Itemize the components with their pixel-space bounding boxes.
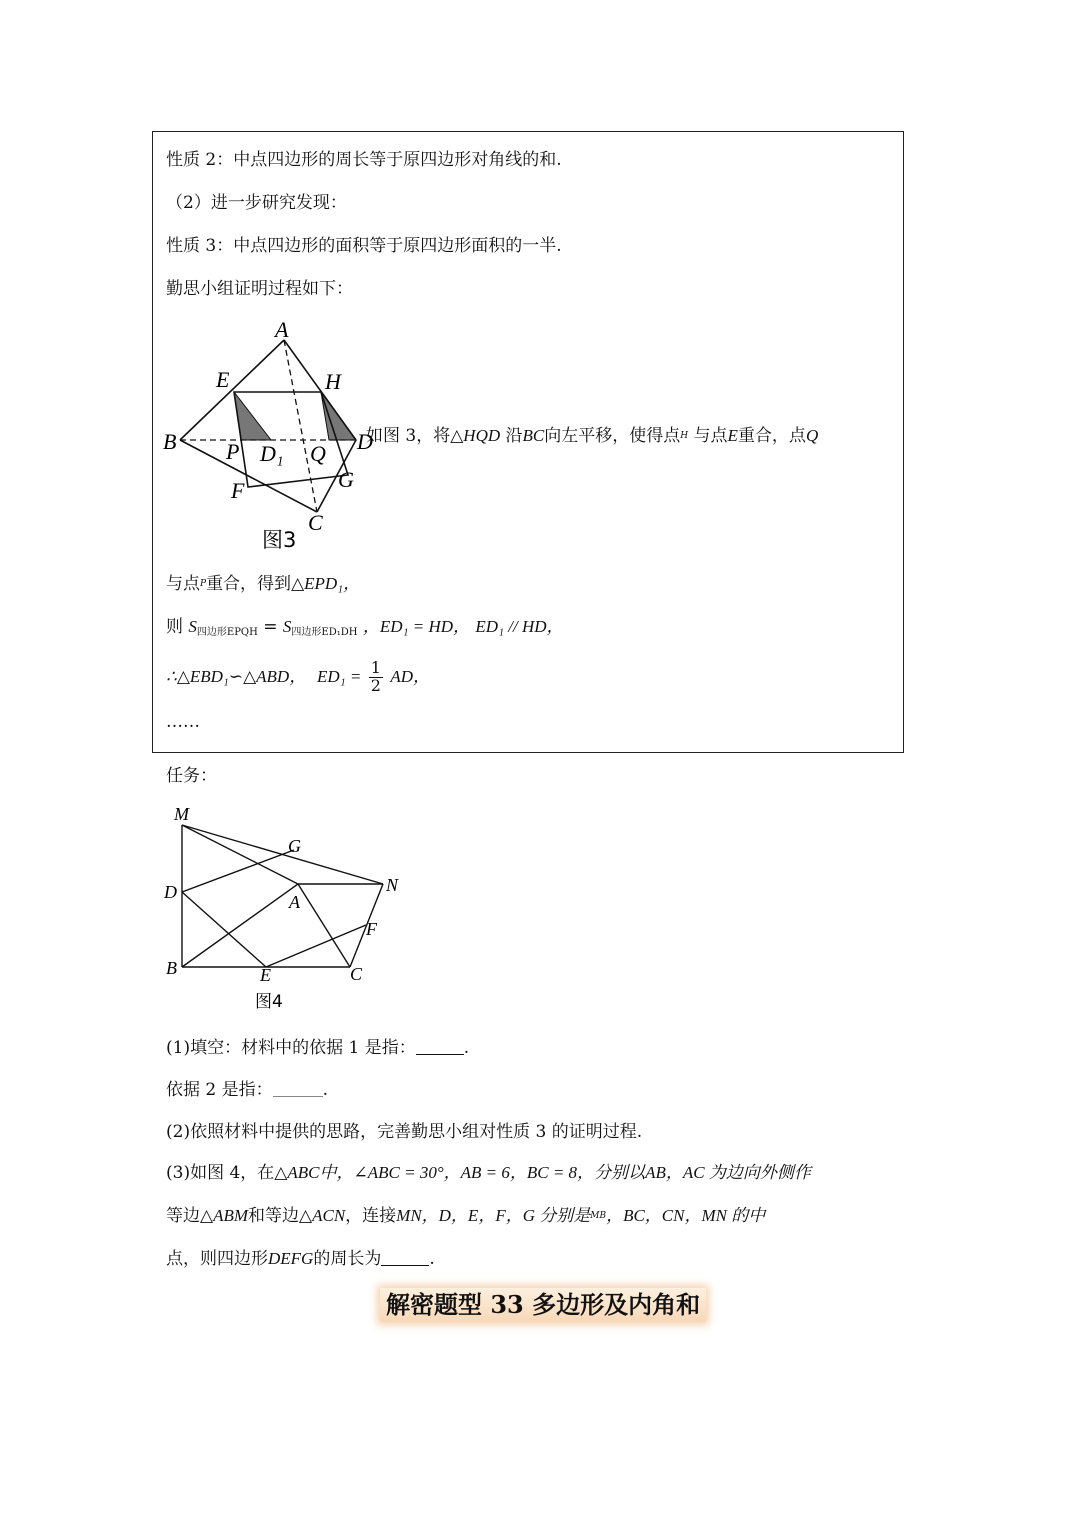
coincide-text: 与点P重合，得到△EPD₁， <box>166 574 361 594</box>
label-E: E <box>260 965 271 985</box>
answer-blank-2[interactable] <box>273 1082 323 1097</box>
label-B: B <box>166 958 177 978</box>
further-study-text: （2）进一步研究发现： <box>166 193 347 213</box>
section-banner: 解密题型 33 多边形及内角和 <box>380 1288 706 1322</box>
label-C: C <box>350 964 363 984</box>
half-fraction: $\frac{1}{2}$ <box>370 658 381 695</box>
area-equality-text: 则 $S_{四边形EPQH} = S_{四边形ED_1DH}$ ，ED₁ = HD， ED₁ // HD， <box>166 617 564 638</box>
figure-3 <box>160 315 400 560</box>
label-N: N <box>386 875 399 895</box>
proof-intro-text: 勤思小组证明过程如下： <box>166 279 353 299</box>
figure-4 <box>160 800 420 1020</box>
property-2-text: 性质 2：中点四边形的周长等于原四边形对角线的和. <box>166 150 562 170</box>
answer-blank-1[interactable] <box>416 1040 464 1055</box>
question-3-line-3: 点，则四边形DEFG的周长为 . <box>166 1249 435 1269</box>
figure-3-caption: 图3 <box>262 528 297 552</box>
label-F: F <box>366 919 377 939</box>
property-3-text: 性质 3：中点四边形的面积等于原四边形面积的一半. <box>166 236 562 256</box>
label-P: P <box>226 439 240 464</box>
label-M: M <box>174 804 189 824</box>
label-Q: Q <box>310 441 326 466</box>
question-2: (2)依照材料中提供的思路，完善勤思小组对性质 3 的证明过程. <box>166 1122 643 1142</box>
task-heading: 任务： <box>166 766 217 786</box>
label-A: A <box>289 892 300 912</box>
translation-text: 如图 3，将△HQD 沿BC向左平移，使得点H 与点E重合，点Q <box>366 426 819 446</box>
label-E: E <box>216 367 230 392</box>
label-C: C <box>308 510 323 535</box>
label-H: H <box>325 369 341 394</box>
label-D: D <box>357 429 373 454</box>
label-D1: D₁ <box>260 441 284 466</box>
answer-blank-3[interactable] <box>381 1251 429 1266</box>
label-F: F <box>231 478 245 503</box>
figure-4-caption: 图4 <box>255 992 283 1012</box>
label-D: D <box>164 882 177 902</box>
question-3-line-2: 等边△ABM和等边△ACN，连接MN，D，E，F，G 分别是MB，BC，CN，MN 的中 <box>166 1206 766 1226</box>
label-B: B <box>163 429 177 454</box>
similarity-text: ∴△EBD₁∽△ABD， ED₁ = $\frac{1}{2}$ AD， <box>166 658 430 695</box>
question-1b: 依据 2 是指： . <box>166 1080 329 1100</box>
ellipsis-text: …… <box>166 712 200 732</box>
label-G: G <box>338 467 354 492</box>
question-1a: (1)填空：材料中的依据 1 是指： . <box>166 1038 470 1058</box>
label-G: G <box>288 836 301 856</box>
label-A: A <box>275 317 289 342</box>
question-3-line-1: (3)如图 4，在△ABC中，∠ABC = 30°，AB = 6，BC = 8，分别以AB，AC 为边向外侧作 <box>166 1163 811 1183</box>
